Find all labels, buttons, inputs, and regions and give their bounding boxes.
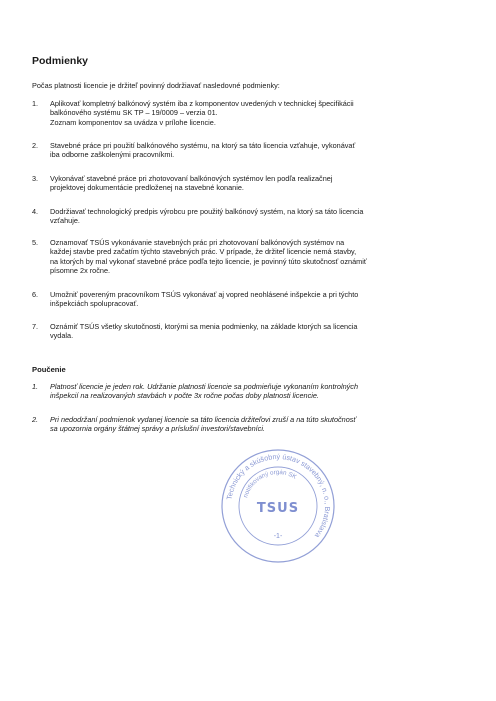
stamp-logo: TSUS	[256, 501, 300, 516]
item-line: každej stavbe pred začatím týchto stavebných prác. V prípade, že držiteľ licencie nemá stavby,	[50, 247, 357, 257]
stamp-inner-text: notifikovaný orgán SK	[242, 468, 298, 499]
item-line: inšpekciách spolupracovať.	[50, 299, 139, 309]
item-number: 5.	[32, 238, 39, 247]
item-line: Oznámiť TSÚS všetky skutočnosti, ktorými sa menia podmienky, na základe ktorých sa licencia	[50, 322, 358, 331]
item-line: iba odborne zaškolenými pracovníkmi.	[50, 150, 175, 160]
item-line: vydala.	[50, 331, 74, 341]
item-line: Stavebné práce pri použití balkónového systému, na ktorý sa táto licencia vzťahuje, vykonávať	[50, 141, 356, 150]
item-line: Vykonávať stavebné práce pri zhotovovaní balkónových systémov len podľa realizačnej	[50, 174, 333, 183]
item-line: sa upozornia orgány štátnej správy a príslušní investori/stavebníci.	[50, 424, 265, 434]
stamp-outer-text: Technický a skúšobný ústav stavebný, n. o., Bratislava	[224, 451, 333, 540]
intro-text: Počas platnosti licencie je držiteľ povinný dodržiavať nasledovné podmienky:	[32, 81, 280, 90]
item-number: 4.	[32, 207, 39, 216]
item-line: na ktorých by mal vykonať stavebné práce podľa tejto licencie, je povinný túto skutočnosť oznámiť	[50, 256, 367, 266]
notice-heading: Poučenie	[32, 365, 66, 374]
item-number: 1.	[32, 99, 39, 108]
item-number: 2.	[32, 141, 39, 150]
item-line: Oznamovať TSÚS vykonávanie stavebných prác pri zhotovovaní balkónových systémov na	[50, 238, 345, 247]
item-line: Zoznam komponentov sa uvádza v prílohe licencie.	[50, 117, 216, 127]
item-line: Umožniť povereným pracovníkom TSÚS vykonávať aj vopred neohlásené inšpekcie a pri týchto	[50, 290, 359, 299]
item-line: Pri nedodržaní podmienok vydanej licencie sa táto licencia držiteľovi zruší a na túto skutočnosť	[50, 415, 356, 424]
item-number: 6.	[32, 290, 39, 299]
item-line: balkónového systému SK TP – 19/0009 – verzia 01.	[50, 108, 218, 118]
section-heading: Podmienky	[32, 55, 89, 67]
item-number: 2.	[32, 415, 39, 424]
item-line: inšpekcií na realizovaných stavbách v počte 3x ročne počas doby platnosti licencie.	[50, 391, 319, 401]
svg-text:notifikovaný orgán SK	[242, 469, 298, 499]
item-number: 1.	[32, 382, 39, 391]
item-number: 3.	[32, 174, 39, 183]
official-stamp	[218, 446, 338, 566]
item-line: písomne 2x ročne.	[50, 266, 111, 276]
item-line: Aplikovať kompletný balkónový systém iba z komponentov uvedených v technickej špecifikácii	[50, 99, 354, 108]
item-line: Dodržiavať technologický predpis výrobcu pre použitý balkónový systém, na ktorý sa táto licencia	[50, 207, 364, 216]
item-line: Platnosť licencie je jeden rok. Udržanie platnosti licencie sa podmieňuje vykonaním kontrolných	[50, 382, 359, 391]
stamp-number: -1-	[273, 533, 283, 540]
item-number: 7.	[32, 322, 39, 331]
item-line: projektovej dokumentácie predloženej na stavebné konanie.	[50, 183, 244, 193]
item-line: vzťahuje.	[50, 216, 80, 226]
